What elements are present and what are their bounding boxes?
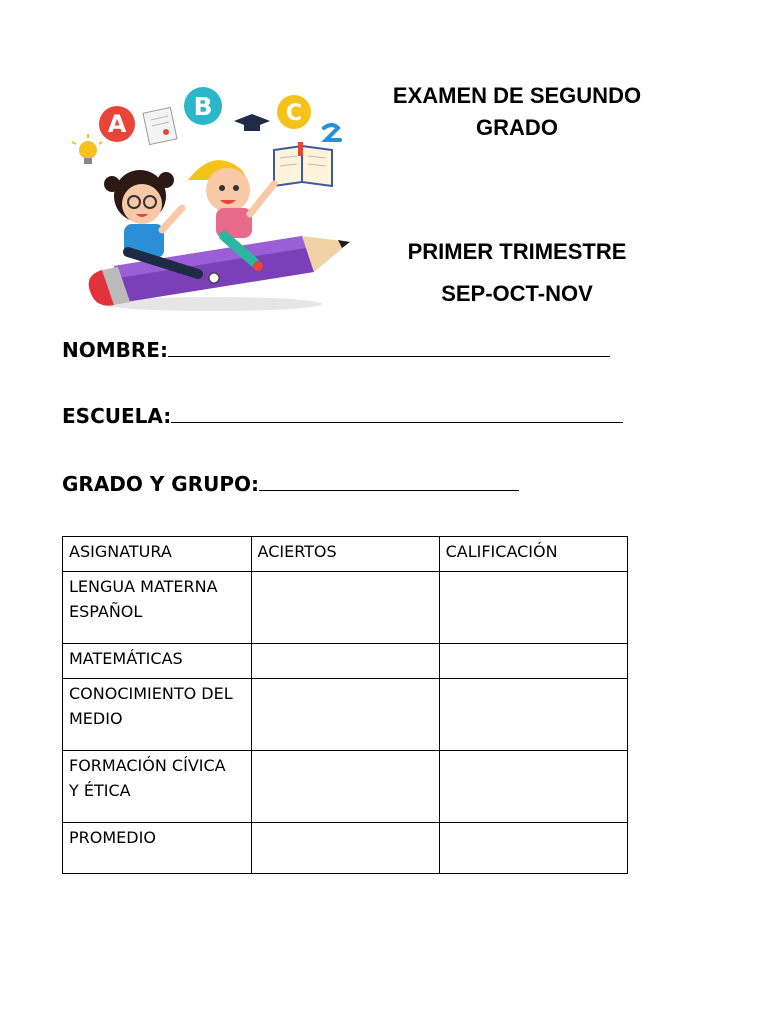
aciertos-cell[interactable]: [251, 823, 439, 874]
aciertos-cell[interactable]: [251, 751, 439, 823]
escuela-blank-line[interactable]: [171, 402, 623, 423]
nombre-field[interactable]: [62, 336, 610, 363]
subject-line2: ESPAÑOL: [69, 602, 143, 621]
open-book-icon: [274, 142, 332, 186]
table-row: [63, 823, 628, 874]
subject-line2: Y ÉTICA: [69, 781, 131, 800]
aciertos-cell[interactable]: [251, 679, 439, 751]
letter-a-icon: [99, 106, 135, 142]
nombre-blank-line[interactable]: [168, 336, 610, 357]
grades-table: [62, 536, 628, 874]
grado-grupo-label: GRADO Y GRUPO:: [62, 472, 260, 496]
letter-c-icon: [277, 95, 311, 129]
svg-text:C: C: [285, 101, 303, 126]
table-row: [63, 572, 628, 644]
subject-line1: MATEMÁTICAS: [69, 649, 183, 668]
table-row: [63, 751, 628, 823]
calificacion-cell[interactable]: [439, 644, 627, 679]
grado-grupo-field[interactable]: [62, 470, 519, 497]
calificacion-cell[interactable]: [439, 679, 627, 751]
trimester-label: PRIMER TRIMESTRE: [407, 239, 627, 264]
subject-cell: [63, 572, 252, 644]
escuela-label: ESCUELA:: [62, 404, 172, 428]
table-header-row: [63, 537, 628, 572]
header-asignatura: ASIGNATURA: [63, 537, 252, 572]
subject-line2: MEDIO: [69, 709, 123, 728]
months-label: SEP-OCT-NOV: [441, 281, 593, 306]
subject-line1: LENGUA MATERNA: [69, 577, 218, 596]
table-row: [63, 644, 628, 679]
calificacion-cell[interactable]: [439, 751, 627, 823]
escuela-field[interactable]: [62, 402, 623, 429]
svg-text:A: A: [107, 110, 127, 138]
subject-line1: CONOCIMIENTO DEL: [69, 684, 233, 703]
svg-text:B: B: [193, 92, 213, 121]
subject-line1: PROMEDIO: [69, 828, 156, 847]
letter-b-icon: [184, 87, 222, 125]
exam-title-line2: GRADO: [476, 115, 558, 140]
calificacion-cell[interactable]: [439, 572, 627, 644]
lightbulb-icon: [72, 134, 102, 164]
paper-icon: [143, 107, 177, 144]
calificacion-cell[interactable]: [439, 823, 627, 874]
aciertos-cell[interactable]: [251, 572, 439, 644]
kids-on-pencil-illustration: [62, 76, 362, 321]
subject-line1: FORMACIÓN CÍVICA: [69, 756, 226, 775]
grado-grupo-blank-line[interactable]: [259, 470, 519, 491]
header-calificacion: CALIFICACIÓN: [439, 537, 627, 572]
subject-cell: [63, 644, 252, 679]
table-row: [63, 679, 628, 751]
header-aciertos: ACIERTOS: [251, 537, 439, 572]
aciertos-cell[interactable]: [251, 644, 439, 679]
subject-cell: [63, 823, 252, 874]
graduation-cap-icon: [234, 114, 270, 131]
exam-title-line1: EXAMEN DE SEGUNDO: [392, 83, 642, 108]
subject-cell: [63, 751, 252, 823]
exam-title: [372, 80, 662, 144]
nombre-label: NOMBRE:: [62, 338, 168, 362]
subject-cell: [63, 679, 252, 751]
